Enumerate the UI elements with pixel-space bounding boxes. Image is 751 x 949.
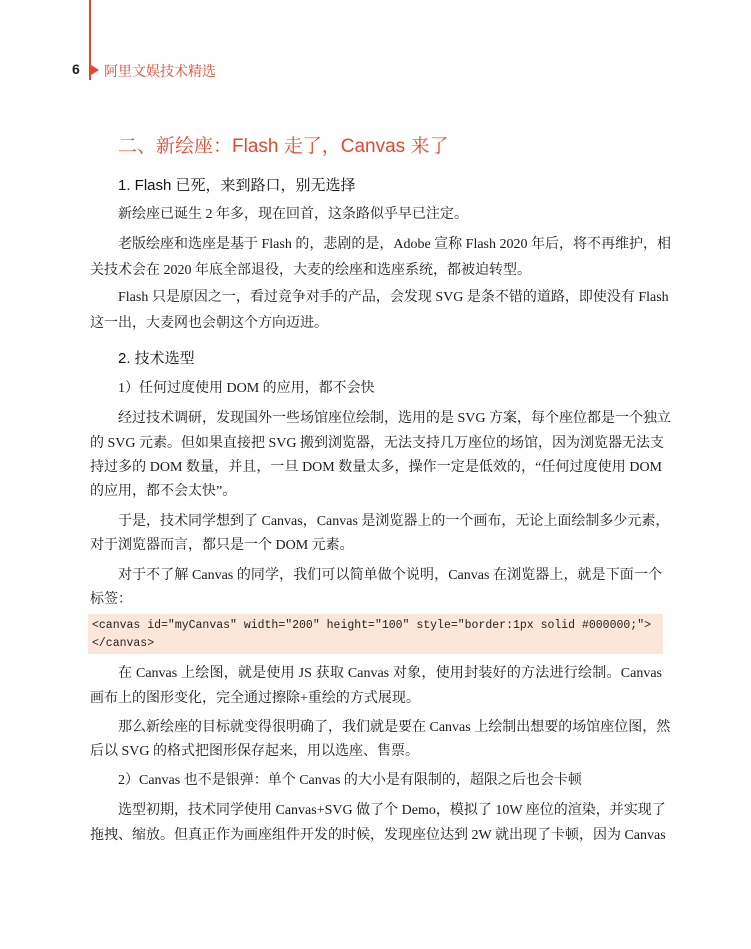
code-line: <canvas id="myCanvas" width="200" height="100" style="border:1px solid #000000;"> — [92, 619, 651, 632]
text-line: 标签： — [90, 592, 132, 607]
text-line: 画布上的图形变化，完全通过擦除+重绘的方式展现。 — [90, 691, 420, 706]
text-line: 拖拽、缩放。但真正作为画座组件开发的时候，发现座位达到 2W 就出现了卡顿，因为 Canvas — [90, 828, 666, 843]
text-line: 选型初期，技术同学使用 Canvas+SVG 做了个 Demo，模拟了 10W 座位的渲染，并实现了 — [118, 803, 666, 818]
subsection-title-2: 2. 技术选型 — [118, 350, 195, 367]
text-line: 对于不了解 Canvas 的同学，我们可以简单做个说明，Canvas 在浏览器上，就是下面一个 — [118, 568, 662, 583]
text-line: 对于浏览器而言，都只是一个 DOM 元素。 — [90, 538, 354, 553]
text-line: 在 Canvas 上绘图，就是使用 JS 获取 Canvas 对象，使用封装好的方法进行绘制。Canvas — [118, 666, 662, 681]
text-line: 那么新绘座的目标就变得很明确了，我们就是要在 Canvas 上绘制出想要的场馆座位图，然 — [118, 720, 671, 735]
text-line: 经过技术调研，发现国外一些场馆座位绘制，选用的是 SVG 方案，每个座位都是一个独立 — [118, 411, 672, 426]
text-line: 的 SVG 元素。但如果直接把 SVG 搬到浏览器，无法支持几万座位的场馆，因为浏览器无法支 — [90, 436, 665, 451]
running-header: 阿里文娱技术精选 — [104, 63, 216, 79]
text-line: 于是，技术同学想到了 Canvas，Canvas 是浏览器上的一个画布，无论上面绘制多少元素， — [118, 514, 670, 529]
text-line: 老版绘座和选座是基于 Flash 的，悲剧的是，Adobe 宣称 Flash 2020 年后，将不再维护，相 — [118, 237, 671, 252]
text-line: 持过多的 DOM 数量，并且，一旦 DOM 数量太多，操作一定是低效的，“任何过度使用 DOM — [90, 460, 662, 475]
text-line: 的应用，都不会太快”。 — [90, 484, 237, 499]
text-line: 后以 SVG 的格式把图形保存起来，用以选座、售票。 — [90, 744, 420, 759]
text-line: 关技术会在 2020 年底全部退役，大麦的绘座和选座系统，都被迫转型。 — [90, 263, 531, 278]
page-number: 6 — [72, 61, 80, 77]
triangle-marker-icon — [91, 65, 99, 75]
code-line: </canvas> — [92, 637, 155, 650]
text-line: 新绘座已诞生 2 年多，现在回首，这条路似乎早已注定。 — [118, 207, 468, 222]
code-block — [88, 614, 663, 654]
section-title: 二、新绘座：Flash 走了，Canvas 来了 — [118, 136, 449, 157]
list-item-heading: 2）Canvas 也不是银弹：单个 Canvas 的大小是有限制的，超限之后也会卡顿 — [118, 773, 582, 788]
list-item-heading: 1）任何过度使用 DOM 的应用，都不会快 — [118, 381, 375, 396]
text-line: Flash 只是原因之一，看过竞争对手的产品，会发现 SVG 是条不错的道路，即使没有 Flash — [118, 290, 669, 305]
text-line: 这一出，大麦网也会朝这个方向迈进。 — [90, 316, 328, 331]
subsection-title-1: 1. Flash 已死，来到路口，别无选择 — [118, 177, 356, 194]
